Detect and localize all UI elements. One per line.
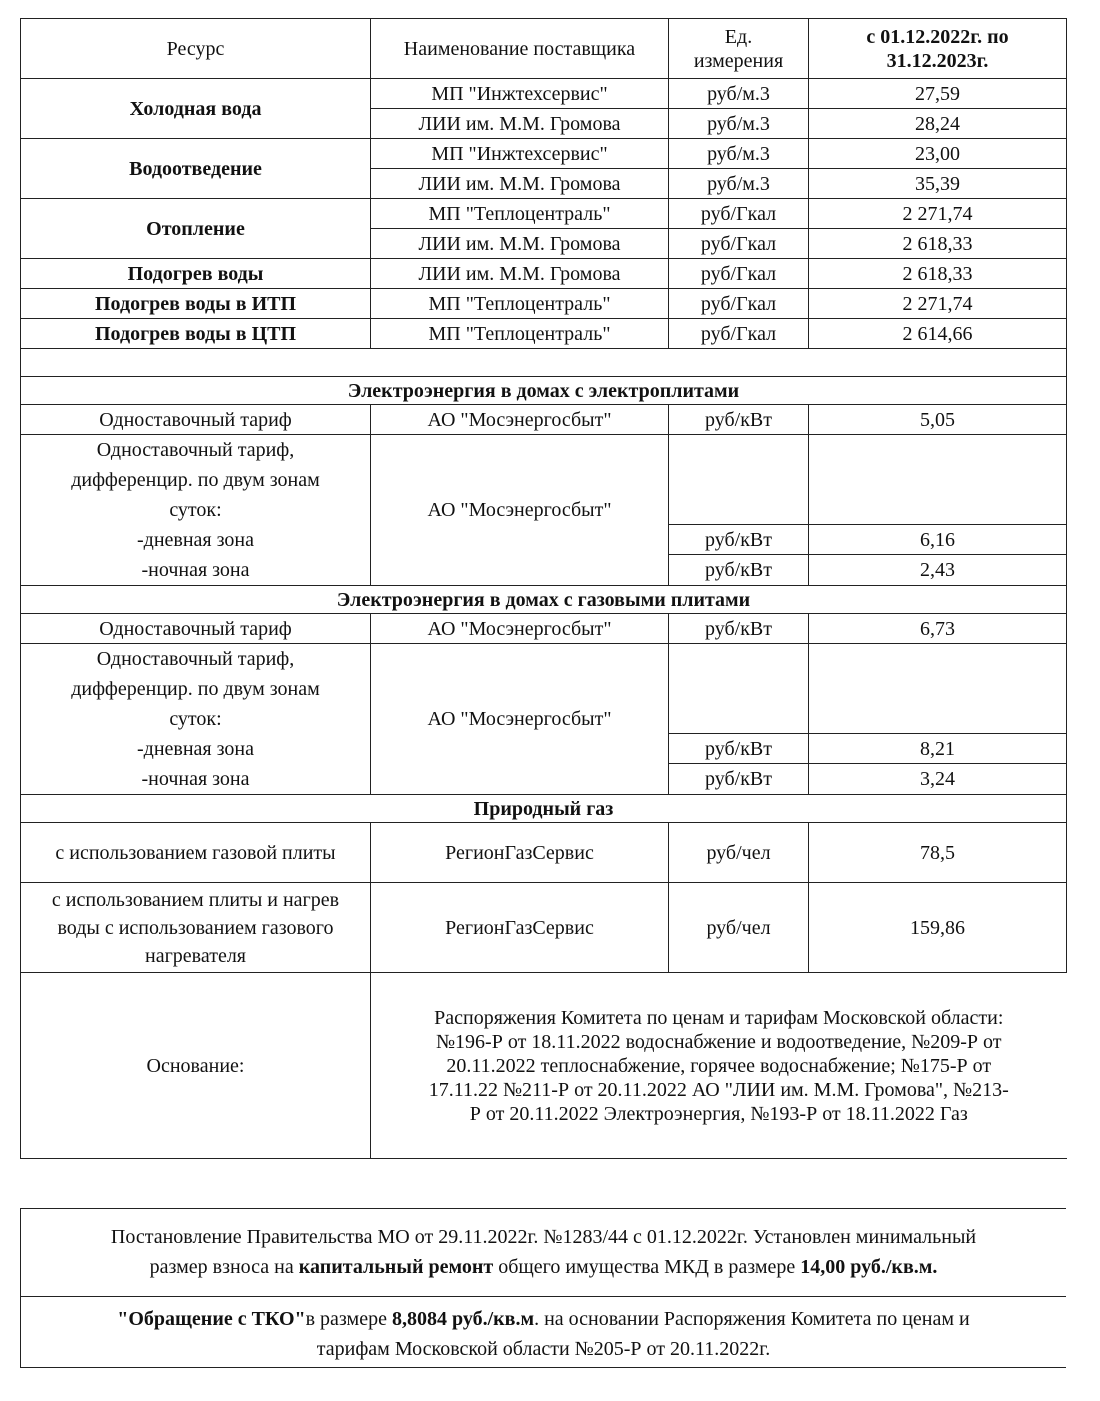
notice2-bold-c: 8,8084 руб./кв.м xyxy=(391,1308,535,1330)
value-cell: 5,05 xyxy=(809,405,1067,435)
unit-cell: руб/кВт xyxy=(669,555,809,586)
table-row xyxy=(21,883,1067,973)
resource-hot-water-ctp: Подогрев воды в ЦТП xyxy=(21,319,371,349)
header-unit-line1: Ед. xyxy=(724,25,753,48)
header-period xyxy=(809,19,1067,79)
header-row xyxy=(21,19,1067,79)
resource-drainage: Водоотведение xyxy=(21,139,371,199)
diff-line1: Одноставочный тариф, xyxy=(96,648,295,670)
unit-cell: руб/м.3 xyxy=(669,169,809,199)
table-row xyxy=(21,79,1067,109)
header-unit xyxy=(669,19,809,79)
unit-cell: руб/кВт xyxy=(669,764,809,795)
value-cell: 3,24 xyxy=(809,764,1067,795)
unit-cell: руб/кВт xyxy=(669,524,809,555)
night-zone-label: -ночная зона xyxy=(141,768,250,790)
table-row xyxy=(21,405,1067,435)
unit-cell-empty xyxy=(669,644,809,734)
diff-line3: суток: xyxy=(169,499,222,521)
section-row xyxy=(21,795,1067,823)
night-zone-label: -ночная зона xyxy=(141,559,250,581)
unit-cell: руб/кВт xyxy=(669,733,809,764)
value-cell: 6,73 xyxy=(809,614,1067,644)
diff-line1: Одноставочный тариф, xyxy=(96,439,295,461)
notice1-bold-b: капитальный ремонт xyxy=(298,1256,494,1278)
gas-row2-line2: воды с использованием газового xyxy=(57,916,334,939)
table-row xyxy=(21,259,1067,289)
empty-row xyxy=(21,349,1067,377)
table-row xyxy=(21,199,1067,229)
basis-line1: Распоряжения Комитета по ценам и тарифам Московской области: xyxy=(434,1006,1004,1029)
supplier-cell: АО "Мосэнергосбыт" xyxy=(371,435,669,586)
table-row xyxy=(21,319,1067,349)
section-electric-stove: Электроэнергия в домах с электроплитами xyxy=(21,377,1067,405)
day-zone-label: -дневная зона xyxy=(136,529,254,551)
unit-cell: руб/Гкал xyxy=(669,289,809,319)
header-resource: Ресурс xyxy=(21,19,371,79)
resource-cell-diff xyxy=(21,435,371,586)
value-cell: 78,5 xyxy=(809,823,1067,883)
unit-cell-empty xyxy=(669,435,809,525)
notice1-line2 xyxy=(21,1252,1066,1282)
day-zone-label: -дневная зона xyxy=(136,738,254,760)
value-cell: 8,21 xyxy=(809,733,1067,764)
supplier-cell: ЛИИ им. М.М. Громова xyxy=(371,169,669,199)
gas-row2-line3: нагревателя xyxy=(145,944,246,967)
unit-cell: руб/м.3 xyxy=(669,79,809,109)
notice1-part-c: общего имущества МКД в размере xyxy=(493,1256,801,1278)
value-cell-empty xyxy=(809,435,1067,525)
diff-line3: суток: xyxy=(169,708,222,730)
supplier-cell: АО "Мосэнергосбыт" xyxy=(371,644,669,795)
value-cell-empty xyxy=(809,644,1067,734)
tko-notice xyxy=(20,1296,1066,1368)
value-cell: 28,24 xyxy=(809,109,1067,139)
value-cell: 159,86 xyxy=(809,883,1067,973)
notice1-bold-d: 14,00 руб./кв.м. xyxy=(800,1256,938,1278)
basis-row xyxy=(21,973,1067,1159)
basis-line2: №196-Р от 18.11.2022 водоснабжение и водоотведение, №209-Р от xyxy=(435,1030,1002,1053)
resource-cell-diff xyxy=(21,644,371,795)
resource-cold-water: Холодная вода xyxy=(21,79,371,139)
resource-cell: Одноставочный тариф xyxy=(21,614,371,644)
capital-repair-notice xyxy=(20,1208,1066,1296)
value-cell: 2 271,74 xyxy=(809,289,1067,319)
supplier-cell: МП "Теплоцентраль" xyxy=(371,199,669,229)
unit-cell: руб/Гкал xyxy=(669,199,809,229)
table-row xyxy=(21,823,1067,883)
header-period-line1: с 01.12.2022г. по xyxy=(866,25,1009,48)
resource-hot-water: Подогрев воды xyxy=(21,259,371,289)
section-row xyxy=(21,377,1067,405)
table-row xyxy=(21,139,1067,169)
section-natural-gas: Природный газ xyxy=(21,795,1067,823)
unit-cell: руб/Гкал xyxy=(669,229,809,259)
table-row xyxy=(21,435,1067,525)
table-row xyxy=(21,289,1067,319)
header-unit-line2: измерения xyxy=(693,49,784,72)
unit-cell: руб/Гкал xyxy=(669,259,809,289)
diff-line2: дифференцир. по двум зонам xyxy=(71,469,320,491)
supplier-cell: РегионГазСервис xyxy=(371,823,669,883)
supplier-cell: ЛИИ им. М.М. Громова xyxy=(371,259,669,289)
header-period-line2: 31.12.2023г. xyxy=(886,49,989,72)
value-cell: 35,39 xyxy=(809,169,1067,199)
unit-cell: руб/кВт xyxy=(669,405,809,435)
supplier-cell: ЛИИ им. М.М. Громова xyxy=(371,229,669,259)
basis-text xyxy=(371,973,1067,1159)
basis-line4: 17.11.22 №211-Р от 20.11.2022 АО "ЛИИ им. М.М. Громова", №213- xyxy=(428,1078,1009,1101)
unit-cell: руб/чел xyxy=(669,823,809,883)
notice1-line1: Постановление Правительства МО от 29.11.2022г. №1283/44 с 01.12.2022г. Установлен минимальный xyxy=(110,1226,977,1248)
value-cell: 23,00 xyxy=(809,139,1067,169)
unit-cell: руб/м.3 xyxy=(669,109,809,139)
supplier-cell: МП "Теплоцентраль" xyxy=(371,289,669,319)
basis-line3: 20.11.2022 теплоснабжение, горячее водоснабжение; №175-Р от xyxy=(446,1054,992,1077)
resource-hot-water-itp: Подогрев воды в ИТП xyxy=(21,289,371,319)
notice2-line2: тарифам Московской области №205-Р от 20.11.2022г. xyxy=(316,1338,771,1360)
value-cell: 27,59 xyxy=(809,79,1067,109)
value-cell: 2 271,74 xyxy=(809,199,1067,229)
tariff-table xyxy=(20,18,1067,1159)
supplier-cell: РегионГазСервис xyxy=(371,883,669,973)
supplier-cell: МП "Инжтехсервис" xyxy=(371,79,669,109)
supplier-cell: АО "Мосэнергосбыт" xyxy=(371,405,669,435)
supplier-cell: ЛИИ им. М.М. Громова xyxy=(371,109,669,139)
notice2-bold-a: "Обращение с ТКО" xyxy=(117,1308,306,1330)
unit-cell: руб/Гкал xyxy=(669,319,809,349)
table-row xyxy=(21,644,1067,734)
table-row xyxy=(21,614,1067,644)
supplier-cell: АО "Мосэнергосбыт" xyxy=(371,614,669,644)
notice2-part-d: . на основании Распоряжения Комитета по ценам и xyxy=(534,1308,970,1330)
notice2-part-b: в размере xyxy=(305,1308,392,1330)
section-row xyxy=(21,586,1067,614)
notice1-part-a: размер взноса на xyxy=(149,1256,299,1278)
resource-heating: Отопление xyxy=(21,199,371,259)
unit-cell: руб/чел xyxy=(669,883,809,973)
supplier-cell: МП "Теплоцентраль" xyxy=(371,319,669,349)
resource-cell: с использованием газовой плиты xyxy=(21,823,371,883)
section-gas-stove: Электроэнергия в домах с газовыми плитами xyxy=(21,586,1067,614)
basis-label: Основание: xyxy=(21,973,371,1159)
notice2-line1 xyxy=(21,1304,1066,1334)
diff-line2: дифференцир. по двум зонам xyxy=(71,678,320,700)
unit-cell: руб/м.3 xyxy=(669,139,809,169)
gas-row2-line1: с использованием плиты и нагрев xyxy=(51,888,340,911)
resource-cell: Одноставочный тариф xyxy=(21,405,371,435)
supplier-cell: МП "Инжтехсервис" xyxy=(371,139,669,169)
value-cell: 2 618,33 xyxy=(809,259,1067,289)
empty-cell xyxy=(21,349,1067,377)
value-cell: 2,43 xyxy=(809,555,1067,586)
resource-cell xyxy=(21,883,371,973)
header-supplier: Наименование поставщика xyxy=(371,19,669,79)
unit-cell: руб/кВт xyxy=(669,614,809,644)
value-cell: 2 614,66 xyxy=(809,319,1067,349)
value-cell: 2 618,33 xyxy=(809,229,1067,259)
basis-line5: Р от 20.11.2022 Электроэнергия, №193-Р от 18.11.2022 Газ xyxy=(469,1102,968,1125)
value-cell: 6,16 xyxy=(809,524,1067,555)
